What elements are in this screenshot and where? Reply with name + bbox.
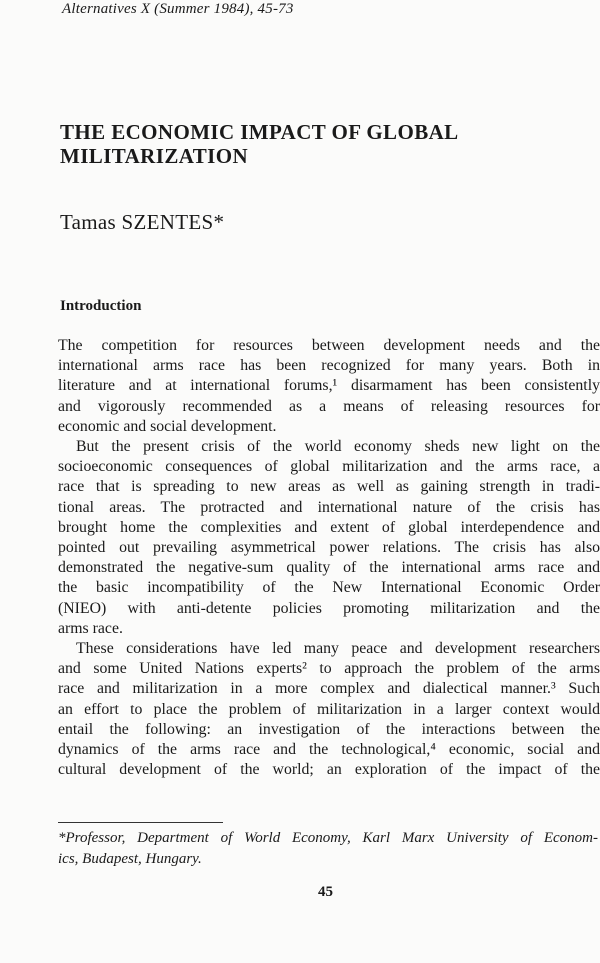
footnote-divider [58,822,223,823]
body-line: arms race. [58,619,123,637]
body-line: tional areas. The protracted and international nature of the crisis has [58,498,600,516]
body-line: But the present crisis of the world economy sheds new light on the [76,438,600,456]
body-line: and vigorously recommended as a means of releasing resources for [58,397,600,415]
body-line: cultural development of the world; an exploration of the impact of the [58,761,600,779]
body-line: the basic incompatibility of the New International Economic Order [58,579,600,597]
body-line: These considerations have led many peace and development researchers [76,640,600,658]
body-line: socioeconomic consequences of global militarization and the arms race, a [58,458,600,476]
article-title-line: THE ECONOMIC IMPACT OF GLOBAL [60,120,459,144]
footnote-line: ics, Budapest, Hungary. [58,851,202,867]
body-line: (NIEO) with anti-detente policies promoting militarization and the [58,599,600,617]
body-line: economic and social development. [58,417,277,435]
body-line: The competition for resources between development needs and the [58,337,600,354]
body-line: pointed out prevailing asymmetrical power relations. The crisis has also [58,539,600,557]
body-line: brought home the complexities and extent of global interdependence and [58,518,600,536]
body-line: entail the following: an investigation of the interactions between the [58,720,600,738]
body-line: race and militarization in a more complex and dialectical manner.³ Such [58,680,600,698]
body-line: dynamics of the arms race and the technological,⁴ economic, social and [58,741,600,759]
body-line: demonstrated the negative-sum quality of the international arms race and [58,559,600,577]
footnote [58,828,598,870]
running-head: Alternatives X (Summer 1984), 45-73 [62,1,294,17]
body-line: race that is spreading to new areas as well as gaining strength in tradi- [58,478,600,496]
section-heading: Introduction [60,298,142,314]
body-line: literature and at international forums,¹ disarmament has been consistently [58,377,600,395]
author-name: Tamas SZENTES* [60,210,225,234]
footnote-line: *Professor, Department of World Economy, Karl Marx University of Econom- [58,830,598,846]
page-number: 45 [318,884,333,900]
body-line: and some United Nations experts² to approach the problem of the arms [58,660,600,678]
body-text [58,336,600,780]
article-title-line: MILITARIZATION [60,144,249,168]
body-line: international arms race has been recognized for many years. Both in [58,357,600,375]
article-title [60,120,530,168]
body-line: an effort to place the problem of militarization in a larger context would [58,700,600,718]
